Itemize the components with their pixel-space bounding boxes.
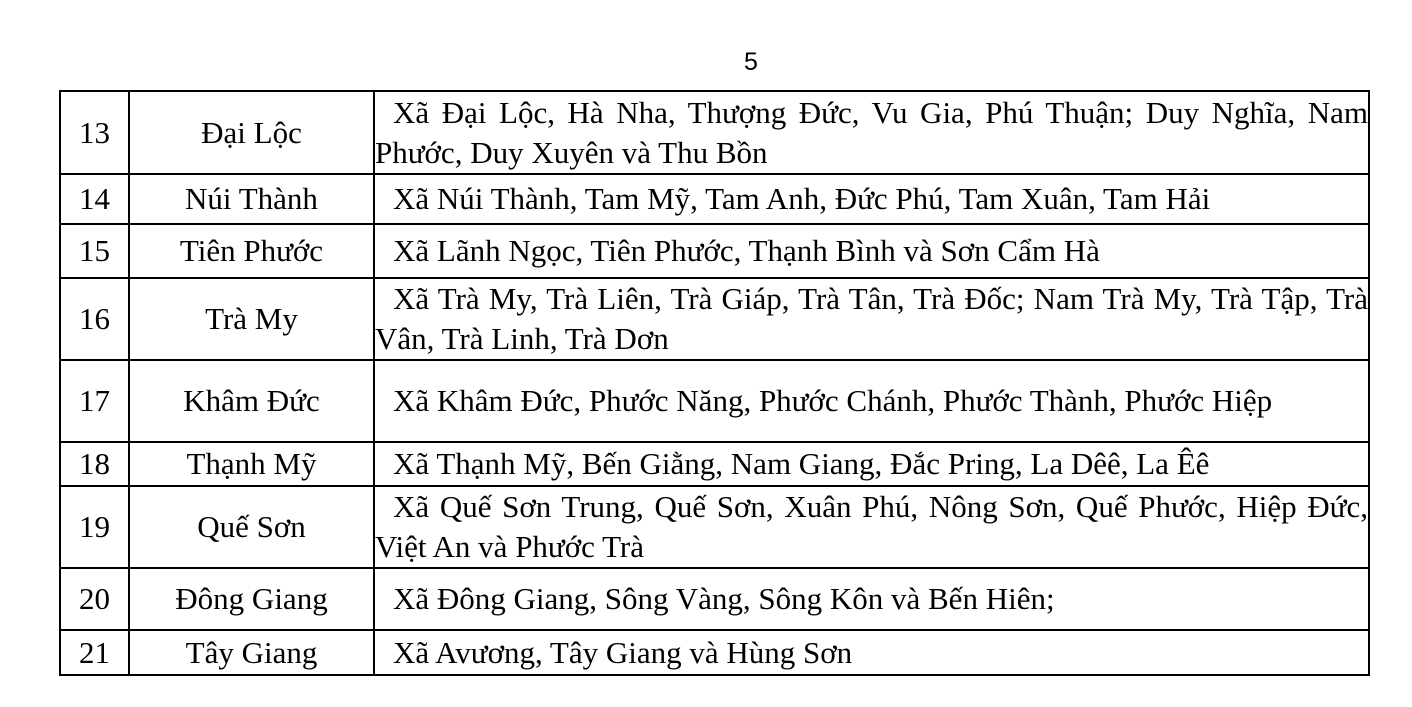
- table-row: [60, 278, 1369, 360]
- communes-cell: [374, 91, 1369, 174]
- communes-cell: [374, 360, 1369, 442]
- row-number-cell: 19: [60, 486, 129, 568]
- row-number-cell: 15: [60, 224, 129, 278]
- unit-name-cell: Đại Lộc: [129, 91, 374, 174]
- table-row: [60, 568, 1369, 630]
- communes-text: Xã Đại Lộc, Hà Nha, Thượng Đức, Vu Gia, Phú Thuận; Duy Nghĩa, Nam Phước, Duy Xuyên và Thu Bồn: [375, 94, 1368, 170]
- table-row: [60, 486, 1369, 568]
- row-number-cell: 21: [60, 630, 129, 675]
- row-number-cell: 14: [60, 174, 129, 224]
- administrative-units-table: [59, 90, 1370, 676]
- communes-text: Xã Lãnh Ngọc, Tiên Phước, Thạnh Bình và Sơn Cẩm Hà: [393, 233, 1100, 268]
- table-row: [60, 174, 1369, 224]
- communes-cell: [374, 224, 1369, 278]
- row-number-cell: 18: [60, 442, 129, 486]
- communes-cell: [374, 568, 1369, 630]
- table-row: [60, 630, 1369, 675]
- communes-cell: [374, 486, 1369, 568]
- communes-cell: [374, 174, 1369, 224]
- row-number-cell: 16: [60, 278, 129, 360]
- table-row: [60, 91, 1369, 174]
- unit-name-cell: Núi Thành: [129, 174, 374, 224]
- communes-text: Xã Thạnh Mỹ, Bến Giằng, Nam Giang, Đắc Pring, La Dêê, La Êê: [393, 446, 1210, 481]
- unit-name-cell: Khâm Đức: [129, 360, 374, 442]
- communes-text: Xã Avương, Tây Giang và Hùng Sơn: [393, 634, 853, 670]
- table-row: [60, 442, 1369, 486]
- row-number-cell: 17: [60, 360, 129, 442]
- communes-text: Xã Núi Thành, Tam Mỹ, Tam Anh, Đức Phú, Tam Xuân, Tam Hải: [393, 181, 1211, 216]
- communes-text: Xã Trà My, Trà Liên, Trà Giáp, Trà Tân, Trà Đốc; Nam Trà My, Trà Tập, Trà Vân, Trà Linh, Trà Dơn: [375, 281, 1368, 356]
- table-row: [60, 360, 1369, 442]
- unit-name-cell: Tây Giang: [129, 630, 374, 675]
- page-number: 5: [744, 48, 758, 76]
- communes-cell: [374, 278, 1369, 360]
- unit-name-cell: Đông Giang: [129, 568, 374, 630]
- communes-cell: [374, 630, 1369, 675]
- communes-text: Xã Quế Sơn Trung, Quế Sơn, Xuân Phú, Nông Sơn, Quế Phước, Hiệp Đức, Việt An và Phước Trà: [375, 489, 1368, 564]
- table-row: [60, 224, 1369, 278]
- communes-text: Xã Khâm Đức, Phước Năng, Phước Chánh, Phước Thành, Phước Hiệp: [393, 383, 1273, 418]
- unit-name-cell: Tiên Phước: [129, 224, 374, 278]
- unit-name-cell: Thạnh Mỹ: [129, 442, 374, 486]
- row-number-cell: 13: [60, 91, 129, 174]
- communes-cell: [374, 442, 1369, 486]
- communes-text: Xã Đông Giang, Sông Vàng, Sông Kôn và Bến Hiên;: [393, 581, 1055, 616]
- unit-name-cell: Trà My: [129, 278, 374, 360]
- row-number-cell: 20: [60, 568, 129, 630]
- unit-name-cell: Quế Sơn: [129, 486, 374, 568]
